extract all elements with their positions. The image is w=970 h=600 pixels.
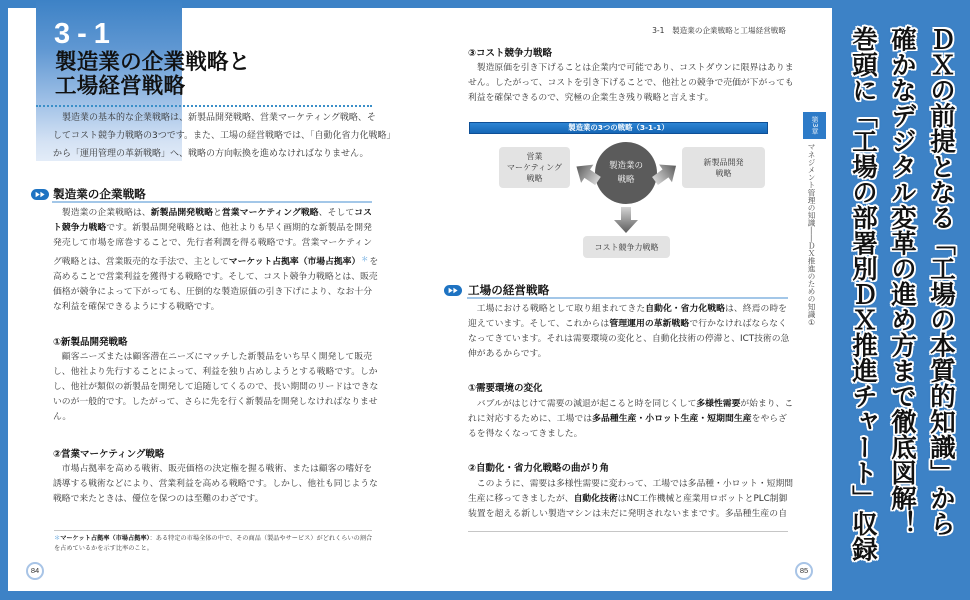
text-run: 製造原価を引き下げることは企業内で可能であり、コストダウンに限界はありま [476,63,794,73]
text-line [468,412,787,427]
text-line [468,397,794,412]
text-run: し、他社より先行することによって、利益を独り占めしようとする戦略です。しか [53,367,378,377]
text-run: グ戦略とは、営業販売的な手法で、主として [53,257,229,268]
text-run: れに対応するために、工場では [468,414,593,424]
chapter-title-line-1: 製造業の企業戦略と [55,50,251,75]
text-run: 伸があるからです。 [468,349,547,359]
diagram-box-label: 戦略 [526,174,543,183]
text-line [468,332,790,347]
text-line [54,544,372,554]
footnote [54,534,372,554]
text-run: 市場占拠率を高める戦術、販売価格の決定権を握る戦術、または顧客の嗜好を [61,464,372,474]
subsection-heading: ①新製品開発戦略 [53,337,128,348]
bold-term: コス [354,208,372,218]
text-line [53,270,378,285]
text-line [53,380,379,395]
page-number: 84 [26,562,44,580]
fast-forward-icon [444,285,462,296]
text-run: と [213,208,222,218]
paragraph [53,206,379,315]
paragraph [468,302,790,362]
text-line [53,350,372,365]
diagram-center-label: 製造業の [608,161,643,171]
text-line [53,365,378,380]
text-run: 製造業の企業戦略は、 [61,208,151,218]
text-run: 高めることで営業利益を獲得する戦略です。そして、コスト競争力戦略とは、販売 [53,272,378,283]
text-run: 、そして [318,208,355,218]
text-line [53,236,372,251]
text-run: ん。 [53,412,72,422]
bold-term: ト競争力戦略 [53,223,107,233]
fast-forward-icon [31,189,49,200]
chapter-tab: 第3章 [803,112,826,139]
text-run: 装置を超える新しい製造マシンは未だに発明されないままです。多品種生産の自 [468,509,787,519]
footnote-divider [54,530,372,532]
subsection-heading: ②自動化・省力化戦略の曲がり角 [468,463,610,474]
text-line [53,127,396,145]
section-heading-underline [467,297,788,299]
paragraph [468,477,794,522]
text-line [468,492,787,507]
footnote-marker: ＊ [54,535,61,542]
bold-term: マーケット占拠率（市場占拠率） [228,257,361,268]
paragraph [468,397,794,442]
promo-line-1: ＤＸの前提となる「工場の本質的知識」から [926,26,956,536]
bold-term: 多品種生産・小ロット生産・短期間生産 [592,414,752,424]
text-run: から「運用管理の革新戦略」へ、戦略の方向転換を進めなければなりません。 [53,149,369,159]
text-line [53,492,372,507]
text-run: 戦略で来たときは、優位を保つのは至難のわざです。 [53,494,264,504]
footnote-marker: ＊ [361,254,369,263]
text-line [468,61,794,76]
text-run: せん。したがって、コストを引き下げることで、他社との競争で売価が下がっても [468,78,794,88]
bold-term: 新製品開発戦略 [150,208,213,218]
figure-title-bar: 製造業の3つの戦略（3-1-1） [469,122,768,134]
bold-term: 営業マーケティング戦略 [221,208,319,218]
text-line [53,285,372,300]
text-run: が始まり、こ [740,399,794,409]
text-run: 製造業の基本的な企業戦略は、新製品開発戦略、営業マーケティング戦略、そ [62,113,376,123]
bold-term: 自動化・省力化戦略 [645,304,725,314]
text-line [53,395,378,410]
text-run: なってきています。それは需要環境の変化と、自動化技術の停滞と、ICT技術の急 [468,334,790,344]
text-run: このように、需要は多様性需要に変わって、工場では多品種・小ロット・短期間 [476,479,794,489]
bold-term: マーケット占拠率（市場占拠率） [60,535,150,542]
arrow-down-icon [614,207,638,233]
bold-term: 管理運用の革新戦略 [609,319,690,329]
text-run: 発売して市場を席巻することで、先行者利潤を得る戦略です。営業マーケティン [53,238,372,248]
text-run: を占めているかを示す比率のこと。 [54,545,153,552]
text-line [468,302,787,317]
text-line [468,477,794,492]
text-line [468,347,787,362]
diagram-box-label: 営業 [526,152,543,161]
text-line [468,507,787,522]
arrow-up-left-icon [570,157,604,190]
text-line [53,462,372,477]
text-run: バブルがはじけて需要の減退が起こると時を同じくして [476,399,697,409]
figure-three-strategies [468,121,769,261]
diagram-box-label: コスト競争力戦略 [594,242,659,252]
page-number: 85 [795,562,813,580]
text-run: してコスト競争力戦略の3つです。また、工場の経営戦略では、「自動化省力化戦略」 [53,131,396,141]
text-line [53,145,372,163]
text-line [468,91,787,106]
running-header: 3-1 製造業の企業戦略と工場経営戦略 [652,26,786,35]
diagram-arrows [468,121,769,261]
bold-term: 自動化技術 [573,494,618,504]
title-dotted-divider [36,105,372,107]
paragraph [468,61,794,106]
text-line [468,76,794,91]
section-heading: 工場の経営戦略 [468,283,550,297]
text-run: はNC工作機械と産業用ロボットとPLC制御 [617,494,788,504]
intro-paragraph [53,109,396,163]
promo-line-2: 確かなデジタル変革の進め方まで徹底図解！ [887,26,917,536]
text-line [468,427,787,442]
text-run: を [369,257,379,268]
text-run: をやらざ [751,414,787,424]
paragraph [53,462,378,507]
arrow-up-right-icon [649,157,683,190]
text-run: 迎えています。そして、これからは [468,319,610,329]
section-number: 3-1 [54,18,117,50]
text-run: です。新製品開発戦略とは、他社よりも早く画期的な新製品を開発 [106,223,372,233]
text-run: 利益を確保できるので、究極の企業生き残り戦略と言えます。 [468,93,714,103]
chapter-thumb-index: マネジメント管理の知識――ＤＸ推進のための知識① [807,143,816,327]
page-bottom-divider [468,531,788,533]
text-run: 生産に移ってきましたが、 [468,494,574,504]
text-line [53,109,376,127]
text-run: るを得なくなってきました。 [468,429,583,439]
text-run: 価格が競争によって下がっても、圧倒的な製造原価の引き下げにより、なお十分 [53,287,372,298]
diagram-box-label: 戦略 [715,168,732,178]
text-run: 工場における戦略として取り組まれてきた [476,304,646,314]
text-line [53,221,372,236]
section-heading-underline [52,201,372,203]
text-run: で行かなければならなく [689,319,787,329]
text-run: し、他社が類似の新製品を開発して追随してくるので、長い期間のリードはできな [53,382,379,392]
text-run: な利益を確保できるようにする戦略です。 [53,302,220,313]
subsection-heading: ②営業マーケティング戦略 [53,449,165,460]
text-run: 誘導する戦術などにより、営業利益を高める戦略です。しかし、他社も同じような [53,479,378,489]
chapter-title-line-2: 工場経営戦略 [55,74,186,99]
text-line [54,534,372,544]
section-heading: 製造業の企業戦略 [53,187,146,201]
text-run: は、終焉の時を [725,304,787,314]
text-line [53,410,372,425]
promo-line-3: 巻頭に「工場の部署別ＤＸ推進チャート」収録 [848,26,878,562]
text-run: ：ある特定の市場全体の中で、その商品（製品やサービス）がどれくらいの割合 [149,535,373,542]
text-line [53,251,379,270]
text-run: 顧客ニーズまたは顧客潜在ニーズにマッチした新製品をいち早く開発して販売 [61,352,372,362]
chapter-title [55,51,250,99]
subsection-heading: ③コスト競争力戦略 [468,48,553,59]
diagram-box-label: マーケティング [506,163,563,172]
subsection-heading: ①需要環境の変化 [468,383,543,394]
text-line [53,300,372,315]
bold-term: 多様性需要 [696,399,741,409]
paragraph [53,350,379,425]
diagram-center-label: 戦略 [617,175,635,185]
diagram-box-label: 新製品開発 [703,157,744,167]
text-line [468,317,787,332]
text-line [53,206,372,221]
text-line [53,477,378,492]
text-run: いのが一般的です。したがって、さらに先を行く新製品を開発しなければなりませ [53,397,378,407]
